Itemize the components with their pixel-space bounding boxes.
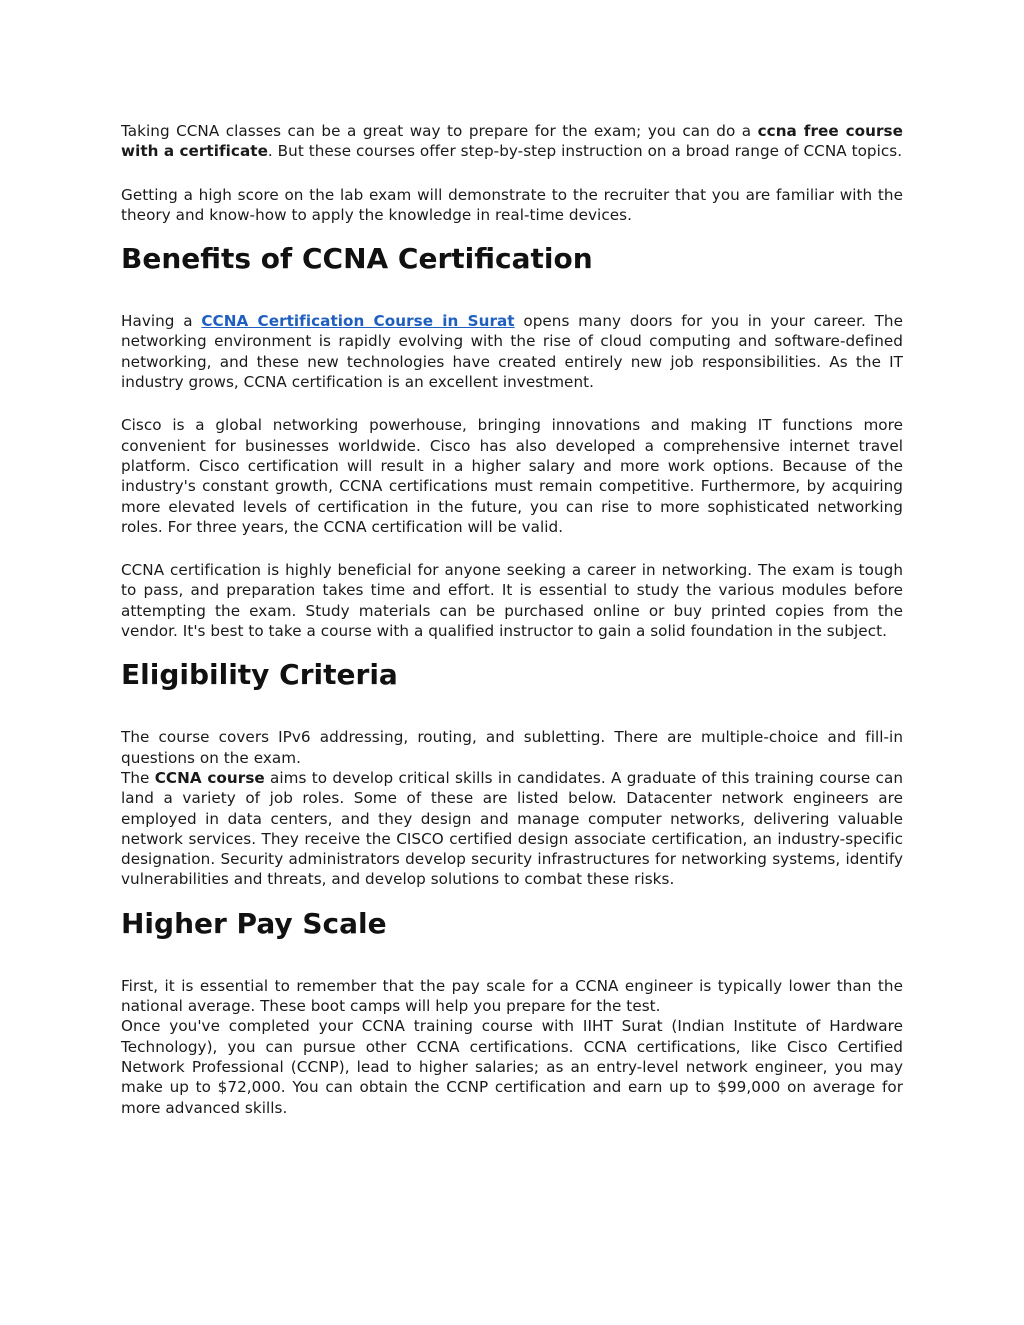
- aims-bold-phrase: CCNA course: [154, 768, 265, 787]
- paragraph-pay-scale: First, it is essential to remember that the pay scale for a CCNA engineer is typically lower than the national average. These boot camps will help you prepare for the test.: [121, 976, 903, 1016]
- paragraph-having-ccna: [121, 311, 903, 392]
- aims-text-start: The: [121, 768, 155, 787]
- paragraph-intro: [121, 121, 903, 162]
- intro-text-start: Taking CCNA classes can be a great way to prepare for the exam; you can do a: [121, 122, 758, 140]
- having-text-end: opens many doors for you in your career. The networking environment is rapidly evolving with the rise of cloud computing and software-defined networking, and these new technologies have created entirely new job responsibilities. As the IT industry grows, CCNA certification is an excellent investment.: [121, 312, 903, 392]
- paragraph-cisco-powerhouse: Cisco is a global networking powerhouse, bringing innovations and making IT functions more convenient for businesses worldwide. Cisco has also developed a comprehensive internet travel platform. Cisco certification will result in a higher salary and more work options. Because of the industry's constant growth, CCNA certifications must remain competitive. Furthermore, by acquiring more elevated levels of certification in the future, you can rise to more sophisticated networking roles. For three years, the CCNA certification will be valid.: [121, 416, 903, 536]
- paragraph-ccna-beneficial: CCNA certification is highly beneficial for anyone seeking a career in networking. The exam is tough to pass, and preparation takes time and effort. It is essential to study the various modules before attempting the exam. Study materials can be purchased online or buy printed copies from the vendor. It's best to take a course with a qualified instructor to gain a solid foundation in the subject.: [121, 561, 903, 641]
- ccna-course-surat-link[interactable]: CCNA Certification Course in Surat: [201, 312, 515, 331]
- heading-eligibility: Eligibility Criteria: [121, 658, 398, 692]
- paragraph-lab-exam: Getting a high score on the lab exam will demonstrate to the recruiter that you are familiar with the theory and know-how to apply the knowledge in real-time devices.: [121, 185, 903, 224]
- paragraph-ccna-course-aims: [121, 768, 903, 890]
- intro-text-end: . But these courses offer step-by-step instruction on a broad range of CCNA topics.: [267, 142, 903, 161]
- having-text-start: Having a: [121, 312, 202, 331]
- heading-higher-pay: Higher Pay Scale: [121, 906, 387, 940]
- paragraph-after-course: Once you've completed your CCNA training course with IIHT Surat (Indian Institute of Hardware Technology), you can pursue other CCNA certifications. CCNA certifications, like Cisco Certified Network Professional (CCNP), lead to higher salaries; as an entry-level network engineer, you may make up to $72,000. You can obtain the CCNP certification and earn up to $99,000 on average for more advanced skills.: [121, 1017, 903, 1117]
- intro-bold-phrase: ccna free course with a certificate: [121, 122, 903, 161]
- document-page: [121, 121, 903, 1118]
- aims-text-end: aims to develop critical skills in candidates. A graduate of this training course can land a variety of job roles. Some of these are listed below. Datacenter network engineers are employed in data centers, and they design and manage computer networks, delivering valuable network services. They receive the CISCO certified design associate certification, an industry-specific designation. Security administrators develop security infrastructures for networking systems, identify vulnerabilities and threats, and develop solutions to combat these risks.: [121, 768, 903, 889]
- paragraph-course-covers: The course covers IPv6 addressing, routing, and subletting. There are multiple-choice and fill-in questions on the exam.: [121, 728, 903, 767]
- heading-benefits: Benefits of CCNA Certification: [121, 242, 593, 276]
